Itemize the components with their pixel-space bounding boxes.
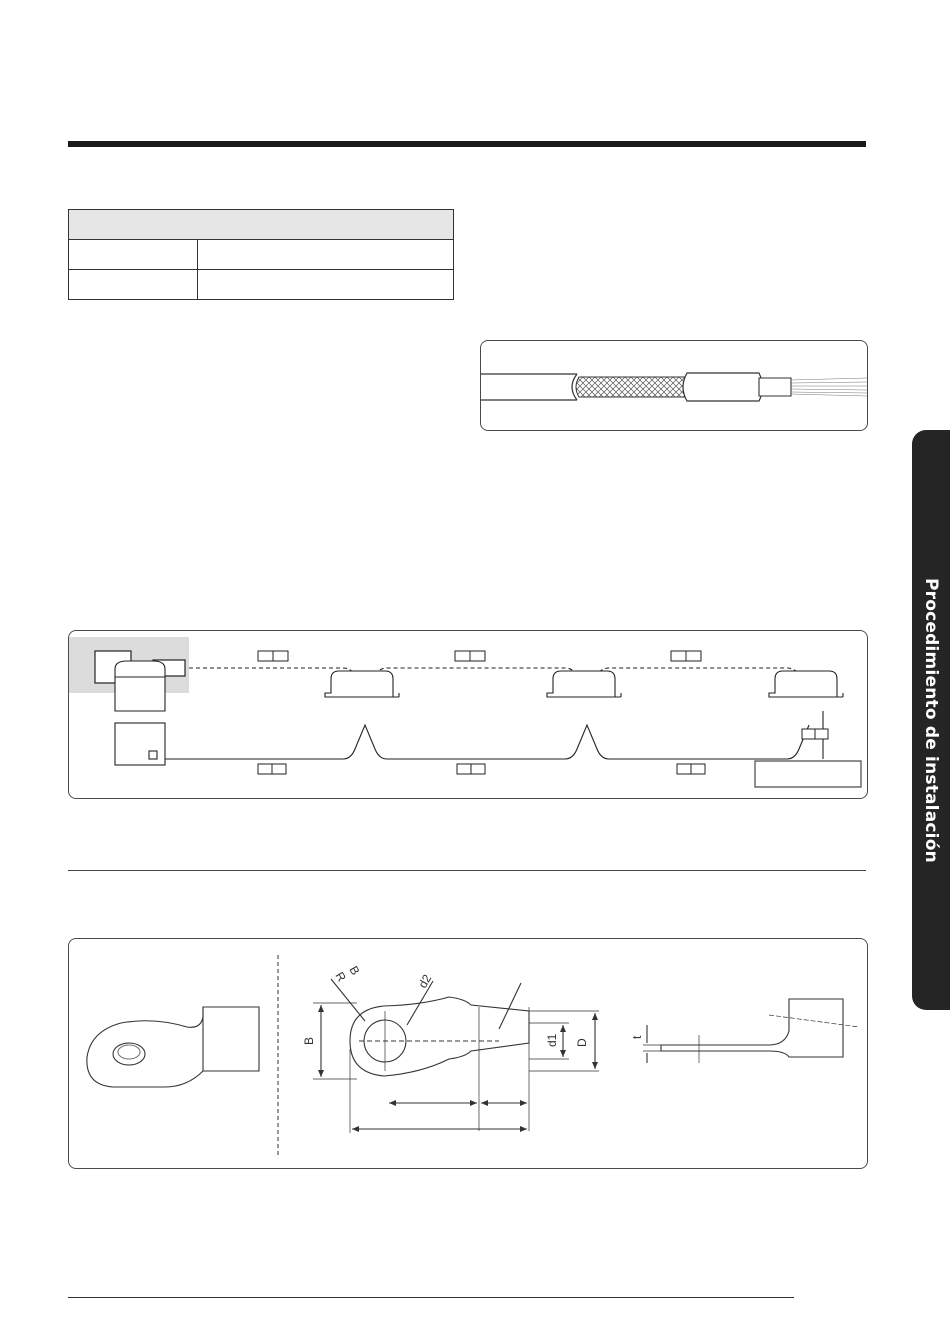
spec-table-header-row (69, 210, 454, 240)
shielded-cable-illustration (481, 341, 867, 430)
table-row (69, 270, 454, 300)
wiring-diagram-frame (68, 630, 868, 799)
terminal-box (755, 761, 861, 787)
table-cell (198, 240, 454, 270)
indoor-unit-icon (325, 671, 399, 697)
cable-figure-frame (480, 340, 868, 431)
spec-table (68, 209, 454, 300)
terminal-figure-frame (68, 938, 868, 1169)
section-divider (68, 870, 866, 871)
dim-label-B: B (302, 1036, 316, 1045)
dim-label-d1: d1 (545, 1033, 559, 1047)
dim-label-R: R (332, 969, 349, 985)
chapter-tab-label: Procedimiento de instalación (921, 577, 941, 863)
dim-label-R-sub: B (346, 963, 363, 978)
footer-rule (68, 1297, 794, 1298)
dim-label-t: t (630, 1035, 644, 1039)
indoor-unit-icon (769, 671, 843, 697)
table-cell (69, 270, 198, 300)
table-cell (69, 240, 198, 270)
header-rule (68, 141, 866, 147)
indoor-unit-icon (547, 671, 621, 697)
ring-terminal-illustration (69, 939, 867, 1168)
dim-label-d2: d2 (415, 971, 435, 991)
spec-table-header (69, 210, 454, 240)
outdoor-unit-icon (115, 661, 165, 765)
table-row (69, 240, 454, 270)
table-cell (198, 270, 454, 300)
dim-label-D: D (575, 1038, 589, 1047)
chapter-tab (912, 430, 950, 1010)
wiring-diagram (69, 631, 867, 798)
